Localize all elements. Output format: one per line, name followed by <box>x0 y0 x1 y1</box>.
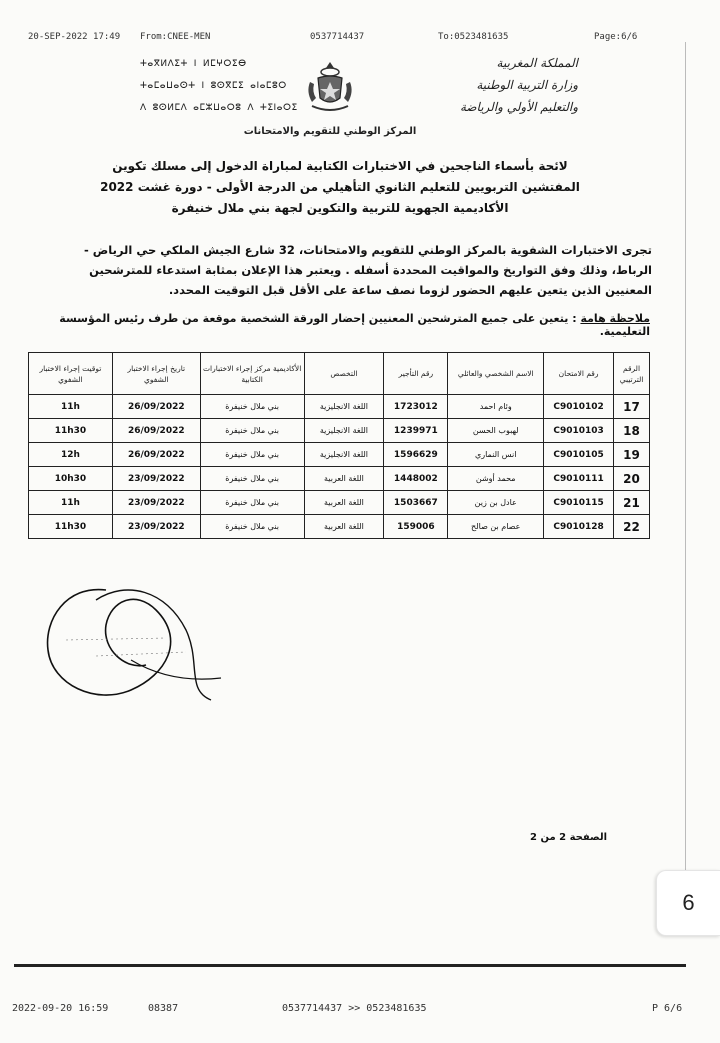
cell-center: بني ملال خنيفرة <box>200 395 304 419</box>
header-time: توقيت إجراء الاختبار الشفوي <box>29 353 113 395</box>
table-header-row <box>29 353 650 395</box>
letterhead-arabic <box>388 52 578 118</box>
cell-salary-number: 1596629 <box>384 443 448 467</box>
fax-footer-id: 08387 <box>148 1003 179 1014</box>
table-row <box>29 491 650 515</box>
fax-page: Page:6/6 <box>594 32 638 42</box>
header-name: الاسم الشخصي والعائلي <box>448 353 544 395</box>
cell-salary-number: 1723012 <box>384 395 448 419</box>
table-row <box>29 419 650 443</box>
header-date: تاريخ إجراء الاختبار الشفوي <box>112 353 200 395</box>
cell-rank: 19 <box>614 443 650 467</box>
cell-salary-number: 159006 <box>384 515 448 539</box>
header-salary-number: رقم التأجير <box>384 353 448 395</box>
title-line: لائحة بأسماء الناجحين في الاختبارات الكتابية لمباراة الدخول إلى مسلك تكوين <box>112 159 568 173</box>
page-count: الصفحة 2 من 2 <box>530 832 608 843</box>
tifinagh-line: ⵜⴰⴳⵍⴷⵉⵜ ⵏ ⵍⵎⵖⵔⵉⴱ <box>140 59 247 69</box>
cell-rank: 22 <box>614 515 650 539</box>
cell-specialty: اللغة العربية <box>304 515 384 539</box>
fax-datetime: 20-SEP-2022 17:49 <box>28 32 121 42</box>
table-row <box>29 467 650 491</box>
tifinagh-line: ⵜⴰⵎⴰⵡⴰⵙⵜ ⵏ ⵓⵙⴳⵎⵉ ⴰⵏⴰⵎⵓⵔ <box>140 81 287 91</box>
cell-time: 11h <box>29 491 113 515</box>
header-exam-number: رقم الامتحان <box>544 353 614 395</box>
cell-rank: 21 <box>614 491 650 515</box>
coat-of-arms-emblem <box>300 58 360 118</box>
fax-footer-datetime: 2022-09-20 16:59 <box>12 1003 109 1014</box>
cell-center: بني ملال خنيفرة <box>200 467 304 491</box>
cell-exam-number: C9010111 <box>544 467 614 491</box>
cell-date: 26/09/2022 <box>112 419 200 443</box>
cell-salary-number: 1239971 <box>384 419 448 443</box>
fax-from: From:CNEE-MEN <box>140 32 211 42</box>
cell-time: 10h30 <box>29 467 113 491</box>
title-line: المفتشين التربويين للتعليم الثانوي التأهيلي من الدرجة الأولى - دورة غشت 2022 <box>100 180 580 194</box>
note-label: ملاحظة هامة <box>580 312 650 325</box>
header-specialty: التخصص <box>304 353 384 395</box>
cell-name: عصام بن صالح <box>448 515 544 539</box>
cell-exam-number: C9010128 <box>544 515 614 539</box>
table-row <box>29 395 650 419</box>
important-note <box>36 312 650 338</box>
cell-rank: 17 <box>614 395 650 419</box>
cell-specialty: اللغة الانجليزية <box>304 443 384 467</box>
cell-specialty: اللغة الانجليزية <box>304 419 384 443</box>
cell-specialty: اللغة العربية <box>304 467 384 491</box>
handwritten-signature <box>36 570 226 720</box>
arabic-line: المملكة المغربية <box>496 56 578 70</box>
arabic-line: والتعليم الأولي والرياضة <box>459 100 578 114</box>
fax-footer-route: 0537714437 >> 0523481635 <box>282 1003 427 1014</box>
cell-specialty: اللغة الانجليزية <box>304 395 384 419</box>
cell-center: بني ملال خنيفرة <box>200 515 304 539</box>
exam-instructions: تجرى الاختبارات الشفوية بالمركز الوطني للتقويم والامتحانات، 32 شارع الجيش الملكي حي الرياض - الرباط، وذلك وفق التواريخ والمواقيت المحددة أسفله . ويعتبر هذا الإعلان بمثابة استدعاء للمترشحين المعنيين الذين يتعين عليهم الحضور لزوما نصف ساعة على الأقل قبل التوقيت المحدد. <box>84 243 652 297</box>
cell-rank: 20 <box>614 467 650 491</box>
cell-name: لهبوب الحسن <box>448 419 544 443</box>
cell-date: 26/09/2022 <box>112 443 200 467</box>
cell-date: 23/09/2022 <box>112 491 200 515</box>
fax-footer-page: P 6/6 <box>652 1003 683 1014</box>
document-title <box>60 156 620 219</box>
cell-exam-number: C9010102 <box>544 395 614 419</box>
note-text: : يتعين على جميع المترشحين المعنيين إحضار الورقة الشخصية موقعة من طرف رئيس المؤسسة التعليمية. <box>59 312 650 338</box>
title-line: الأكاديمية الجهوية للتربية والتكوين لجهة بني ملال خنيفرة <box>171 201 509 215</box>
cell-name: عادل بن زين <box>448 491 544 515</box>
cell-date: 26/09/2022 <box>112 395 200 419</box>
cell-exam-number: C9010105 <box>544 443 614 467</box>
center-name: المركز الوطني للتقويم والامتحانات <box>243 126 417 137</box>
cell-time: 11h <box>29 395 113 419</box>
cell-name: انس النماري <box>448 443 544 467</box>
cell-center: بني ملال خنيفرة <box>200 419 304 443</box>
tifinagh-line: ⴷ ⵓⵙⵍⵎⴷ ⴰⵎⵣⵡⴰⵔⵓ ⴷ ⵜⵉⵏⴰⵔⵉ <box>140 103 298 113</box>
results-table <box>28 352 650 539</box>
arabic-line: وزارة التربية الوطنية <box>476 78 578 92</box>
cell-date: 23/09/2022 <box>112 515 200 539</box>
cell-time: 11h30 <box>29 419 113 443</box>
cell-date: 23/09/2022 <box>112 467 200 491</box>
fax-phone: 0537714437 <box>310 32 365 42</box>
cell-rank: 18 <box>614 419 650 443</box>
header-rank: الرقم الترتيبي <box>614 353 650 395</box>
cell-time: 12h <box>29 443 113 467</box>
cell-name: وئام احمد <box>448 395 544 419</box>
header-center: الأكاديمية مركز إجراء الاختبارات الكتابية <box>200 353 304 395</box>
page-edge-line <box>685 42 686 902</box>
table-row <box>29 515 650 539</box>
footer-divider <box>14 964 686 967</box>
table-row <box>29 443 650 467</box>
cell-exam-number: C9010103 <box>544 419 614 443</box>
viewer-page-indicator[interactable]: 6 <box>656 870 720 936</box>
cell-exam-number: C9010115 <box>544 491 614 515</box>
cell-salary-number: 1448002 <box>384 467 448 491</box>
cell-time: 11h30 <box>29 515 113 539</box>
fax-to: To:0523481635 <box>438 32 509 42</box>
cell-specialty: اللغة العربية <box>304 491 384 515</box>
cell-center: بني ملال خنيفرة <box>200 443 304 467</box>
cell-center: بني ملال خنيفرة <box>200 491 304 515</box>
letterhead-tifinagh <box>140 53 300 119</box>
cell-name: محمد أوشن <box>448 467 544 491</box>
cell-salary-number: 1503667 <box>384 491 448 515</box>
